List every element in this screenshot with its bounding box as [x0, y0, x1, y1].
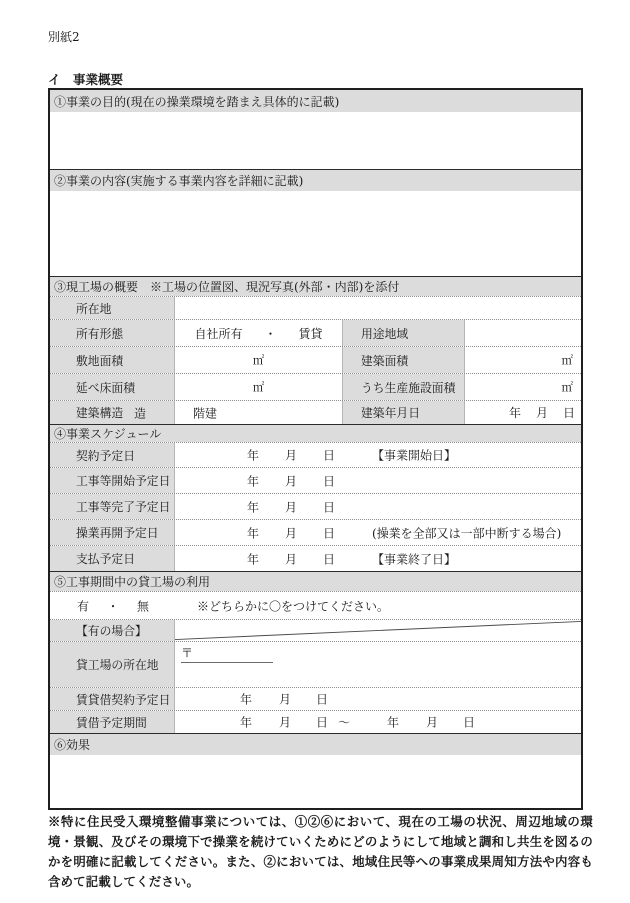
date-unit-month: 月: [285, 552, 298, 566]
date-unit-year: 年: [387, 715, 400, 730]
sqm-unit: ㎡: [561, 353, 573, 367]
date-unit-day: 日: [463, 715, 476, 730]
row-payment-date: [50, 545, 581, 571]
row-site-area: [50, 346, 581, 373]
section3-header: ③現工場の概要 ※工場の位置図、現況写真(外部・内部)を添付: [50, 276, 581, 296]
site-area-label: 敷地面積: [50, 347, 175, 373]
date-unit-year: 年: [247, 552, 260, 566]
structure-unit-kaidate: 階建: [193, 406, 218, 420]
operation-restart-note: (操業を全部又は一部中断する場合): [372, 526, 562, 540]
yes-no-instruction: ※どちらかに〇をつけてください。: [197, 599, 390, 613]
period-tilde: ～: [338, 715, 351, 730]
option-separator: ・: [107, 599, 120, 613]
row-yes-no: [50, 591, 581, 619]
section5-header: ⑤工事期間中の貸工場の利用: [50, 571, 581, 591]
date-unit-year: 年: [247, 474, 260, 488]
built-date-label: 建築年月日: [343, 401, 465, 424]
date-unit-day: 日: [562, 406, 575, 420]
date-unit-year: 年: [240, 715, 253, 730]
floor-area-value: [175, 374, 343, 400]
sqm-unit: ㎡: [561, 380, 573, 394]
lease-period-label: 賃借予定期間: [50, 711, 175, 733]
page-title: イ 事業概要: [48, 72, 124, 87]
row-lease-period: [50, 710, 581, 733]
date-unit-day: 日: [316, 715, 329, 730]
date-unit-year: 年: [240, 692, 253, 707]
section6-input-area: [50, 755, 581, 808]
ownership-option-separator: ・: [264, 326, 277, 341]
date-unit-day: 日: [323, 474, 336, 488]
row-construction-start: [50, 467, 581, 493]
site-location-label: 所在地: [50, 297, 175, 319]
date-unit-day: 日: [323, 500, 336, 514]
ownership-option-rent: 賃貸: [298, 326, 323, 341]
structure-unit-zou: 造: [134, 406, 147, 420]
date-unit-year: 年: [247, 448, 260, 463]
row-structure-builtdate: [50, 400, 581, 424]
footnote: ※特に住民受入環境整備事業については、①②⑥において、現在の工場の状況、周辺地域の環境・景観、及びその環境下で操業を続けていくためにどのようにして地域と調和し共生を図るのかを明確に記載してください。また、②においては、地域住民等への事業成果周知方法や内容も含めて記載してください。: [48, 814, 593, 889]
sqm-unit: ㎡: [252, 353, 265, 367]
section2-header: ②事業の内容(実施する事業内容を詳細に記載): [50, 169, 581, 191]
construction-end-label: 工事等完了予定日: [50, 494, 175, 519]
payment-date-note: 【事業終了日】: [372, 552, 457, 566]
row-ownership-zoning: [50, 319, 581, 346]
ownership-options: [194, 325, 322, 342]
date-unit-month: 月: [285, 474, 298, 488]
ownership-option-own: 自社所有: [194, 326, 243, 341]
construction-start-label: 工事等開始予定日: [50, 468, 175, 493]
row-construction-end: [50, 493, 581, 519]
date-unit-day: 日: [323, 552, 336, 566]
contract-date-note: 【事業開始日】: [372, 448, 457, 463]
section1-header: ①事業の目的(現在の操業環境を踏まえ具体的に記載): [50, 90, 581, 112]
section6-header: ⑥効果: [50, 733, 581, 755]
site-location-value: [175, 297, 581, 319]
date-unit-month: 月: [279, 692, 292, 707]
production-area-label: うち生産施設面積: [343, 374, 465, 400]
date-unit-year: 年: [247, 500, 260, 514]
option-no: 無: [137, 599, 150, 613]
built-date-value: [465, 401, 581, 424]
structure-value: [134, 401, 343, 424]
business-overview-form: [48, 88, 583, 810]
date-unit-month: 月: [285, 500, 298, 514]
date-unit-month: 月: [535, 406, 548, 420]
site-area-value: [175, 347, 343, 373]
ownership-label: 所有形態: [50, 320, 175, 346]
section4-header: ④事業スケジュール: [50, 424, 581, 442]
row-if-yes: [50, 619, 581, 641]
if-yes-label: 【有の場合】: [50, 620, 175, 641]
zoning-value: [465, 320, 581, 346]
date-unit-year: 年: [508, 406, 521, 420]
if-yes-na-cell: [175, 620, 581, 641]
lease-contract-label: 賃貸借契約予定日: [50, 688, 175, 710]
date-unit-day: 日: [323, 526, 336, 540]
doc-tag: 別紙2: [48, 30, 80, 44]
row-operation-restart: [50, 519, 581, 545]
operation-restart-label: 操業再開予定日: [50, 520, 175, 545]
row-lease-contract-date: [50, 687, 581, 710]
sqm-unit: ㎡: [252, 380, 265, 394]
date-unit-month: 月: [285, 448, 298, 463]
row-contract-date: [50, 442, 581, 467]
production-area-value: [465, 374, 581, 400]
row-site-location: [50, 296, 581, 319]
date-unit-day: 日: [323, 448, 336, 463]
date-unit-month: 月: [279, 715, 292, 730]
row-rental-location: [50, 641, 581, 687]
date-unit-day: 日: [316, 692, 329, 707]
payment-date-label: 支払予定日: [50, 546, 175, 571]
section2-input-area: [50, 191, 581, 276]
rental-location-label: 貸工場の所在地: [50, 642, 175, 687]
section1-input-area: [50, 112, 581, 169]
building-area-label: 建築面積: [343, 347, 465, 373]
diagonal-strike-line: [175, 620, 581, 641]
row-floor-area: [50, 373, 581, 400]
date-unit-month: 月: [285, 526, 298, 540]
date-unit-year: 年: [247, 526, 260, 540]
option-yes: 有: [77, 599, 90, 613]
ownership-value: [175, 320, 343, 346]
floor-area-label: 延べ床面積: [50, 374, 175, 400]
zoning-label: 用途地域: [343, 320, 465, 346]
contract-date-label: 契約予定日: [50, 443, 175, 467]
date-unit-month: 月: [426, 715, 439, 730]
structure-label: 建築構造: [50, 401, 175, 424]
postal-code-field: 〒: [181, 646, 273, 663]
building-area-value: [465, 347, 581, 373]
